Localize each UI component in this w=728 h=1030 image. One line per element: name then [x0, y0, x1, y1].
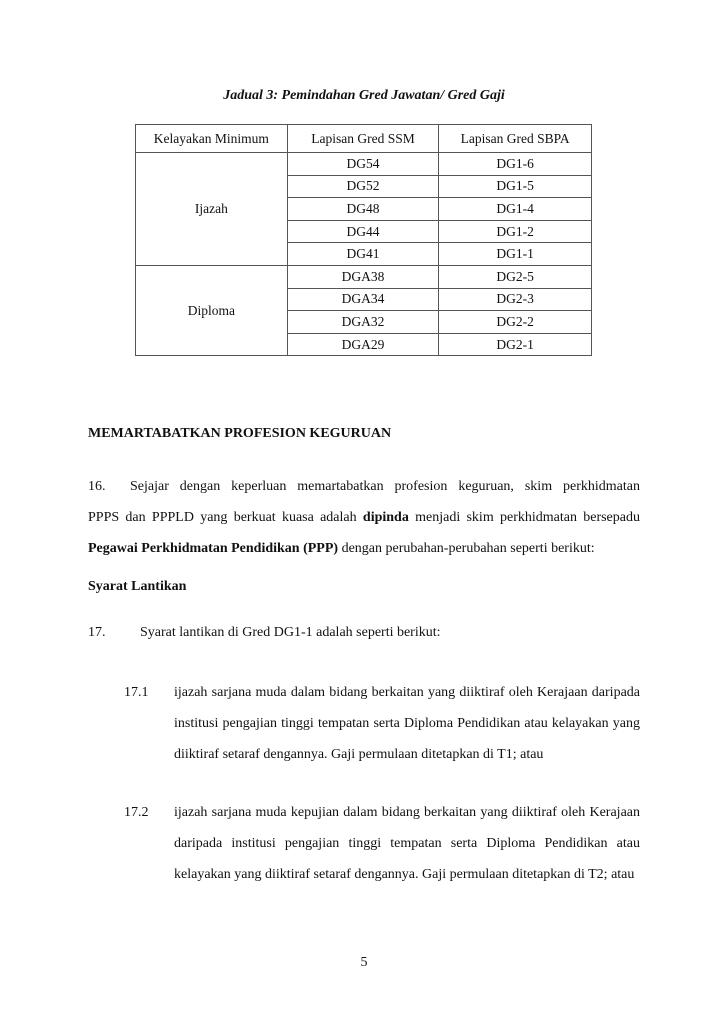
paragraph-16 — [88, 471, 640, 564]
item-text: ijazah sarjana muda kepujian dalam bidang berkaitan yang diiktiraf oleh Kerajaan daripada institusi pengajian tinggi tempatan serta Diploma Pendidikan atau kelayakan yang diiktiraf setaraf dengannya. Gaji permulaan ditetapkan di T2; atau — [174, 805, 640, 882]
paragraph-text: menjadi skim perkhidmatan bersepadu — [408, 510, 640, 525]
ssm-cell: DG54 — [287, 153, 439, 176]
grade-transfer-table — [135, 124, 592, 356]
ssm-cell: DGA38 — [287, 265, 439, 288]
table-header-row — [136, 125, 592, 153]
paragraph-text: dengan perubahan-perubahan seperti berikut: — [338, 541, 595, 556]
qualification-cell: Diploma — [136, 265, 288, 355]
bold-term: dipinda — [362, 510, 409, 525]
sbpa-cell: DG1-5 — [439, 175, 592, 198]
ssm-cell: DG48 — [287, 198, 439, 221]
paragraph-text: Sejajar dengan keperluan memartabatkan profesion keguruan, skim perkhidmatan — [130, 479, 640, 494]
paragraph-text: Syarat lantikan di Gred DG1-1 adalah seperti berikut: — [140, 625, 441, 640]
sbpa-cell: DG2-1 — [439, 333, 592, 356]
header-ssm: Lapisan Gred SSM — [287, 125, 439, 153]
table-row — [136, 265, 592, 288]
item-number: 17.2 — [124, 805, 149, 820]
sbpa-cell: DG1-2 — [439, 220, 592, 243]
paragraph-text: PPPS dan PPPLD yang berkuat kuasa adalah — [88, 510, 363, 525]
paragraph-16-line-1 — [88, 471, 640, 502]
sbpa-cell: DG2-5 — [439, 265, 592, 288]
paragraph-16-line-3 — [88, 533, 640, 564]
paragraph-number: 17. — [88, 625, 106, 640]
subheading: Syarat Lantikan — [88, 579, 187, 594]
sbpa-cell: DG2-2 — [439, 311, 592, 334]
paragraph-17 — [88, 617, 640, 648]
item-text: ijazah sarjana muda dalam bidang berkaitan yang diiktiraf oleh Kerajaan daripada institusi pengajian tinggi tempatan serta Diploma Pendidikan atau kelayakan yang diiktiraf setaraf dengannya. Gaji permulaan ditetapkan di T1; atau — [174, 685, 640, 762]
table-caption: Jadual 3: Pemindahan Gred Jawatan/ Gred Gaji — [223, 88, 505, 103]
header-kelayakan: Kelayakan Minimum — [136, 125, 288, 153]
sbpa-cell: DG1-6 — [439, 153, 592, 176]
header-sbpa: Lapisan Gred SBPA — [439, 125, 592, 153]
list-item — [124, 677, 640, 770]
ssm-cell: DGA32 — [287, 311, 439, 334]
sbpa-cell: DG2-3 — [439, 288, 592, 311]
sbpa-cell: DG1-4 — [439, 198, 592, 221]
ssm-cell: DGA29 — [287, 333, 439, 356]
bold-term: Pegawai Perkhidmatan Pendidikan (PPP) — [88, 541, 339, 556]
table-row — [136, 153, 592, 176]
ssm-cell: DGA34 — [287, 288, 439, 311]
list-item — [124, 797, 640, 890]
ssm-cell: DG44 — [287, 220, 439, 243]
page-number: 5 — [360, 955, 368, 970]
ssm-cell: DG41 — [287, 243, 439, 266]
qualification-cell: Ijazah — [136, 153, 288, 266]
sbpa-cell: DG1-1 — [439, 243, 592, 266]
section-heading: MEMARTABATKAN PROFESION KEGURUAN — [88, 426, 392, 441]
paragraph-16-line-2 — [88, 502, 640, 533]
paragraph-number: 16. — [88, 479, 106, 494]
item-number: 17.1 — [124, 685, 149, 700]
ssm-cell: DG52 — [287, 175, 439, 198]
